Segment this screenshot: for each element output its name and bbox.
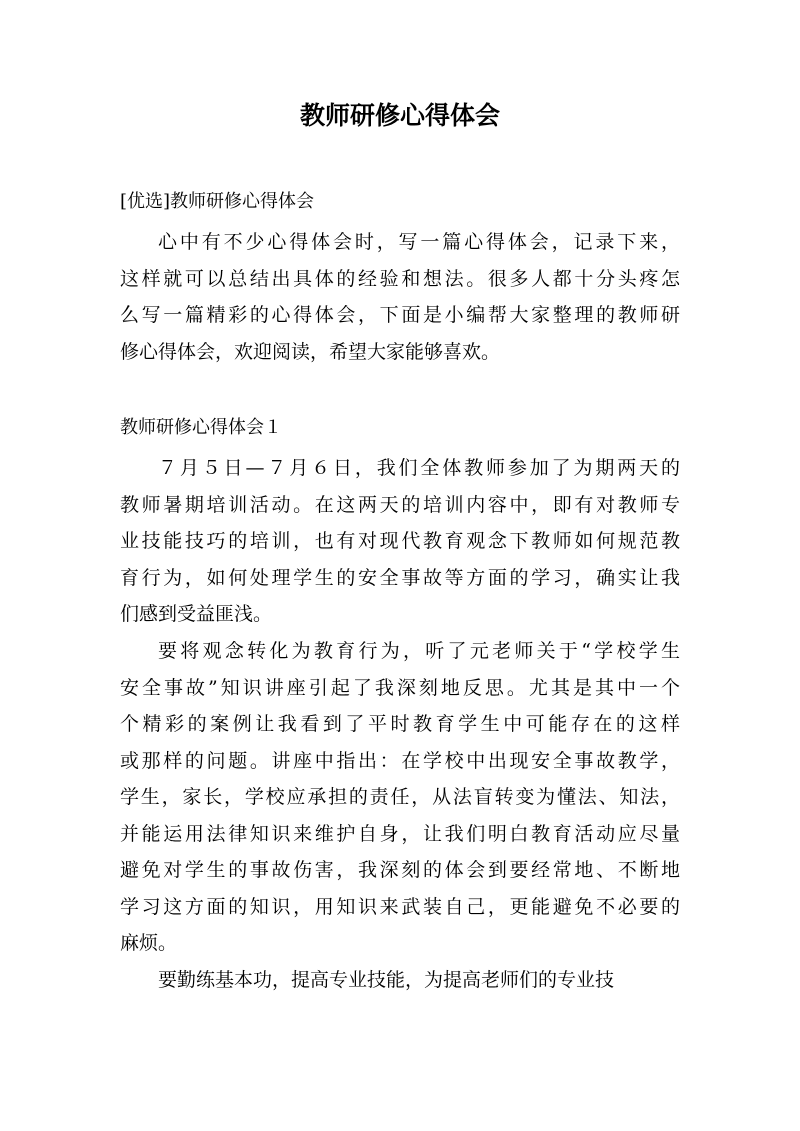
- paragraph-line: 学生，家长，学校应承担的责任，从法盲转变为懂法、知法，: [120, 786, 680, 808]
- intro-line: 修心得体会，欢迎阅读，希望大家能够喜欢。: [120, 340, 501, 363]
- paragraph-line: 学习这方面的知识，用知识来武装自己，更能避免不必要的: [120, 895, 680, 918]
- paragraph-line: 要将观念转化为教育行为，听了元老师关于“学校学生: [158, 640, 680, 662]
- intro-line: 么写一篇精彩的心得体会，下面是小编帮大家整理的教师研: [120, 304, 680, 326]
- paragraph-line: 安全事故”知识讲座引起了我深刻地反思。尤其是其中一个: [120, 676, 680, 699]
- paragraph-line: 教师暑期培训活动。在这两天的培训内容中，即有对教师专: [120, 493, 680, 516]
- paragraph-2: [120, 633, 680, 962]
- paragraph-line: 麻烦。: [120, 932, 178, 954]
- paragraph-line: 要勤练基本功，提高专业技能，为提高老师们的专业技: [158, 969, 615, 991]
- paragraph-line: 育行为，如何处理学生的安全事故等方面的学习，确实让我: [120, 566, 680, 589]
- paragraph-line: 业技能技巧的培训，也有对现代教育观念下教师如何规范教: [120, 530, 680, 552]
- section-heading: 教师研修心得体会１: [120, 417, 282, 438]
- intro-heading: [优选]教师研修心得体会: [120, 191, 315, 212]
- paragraph-line: 或那样的问题。讲座中指出：在学校中出现安全事故教学，: [120, 749, 680, 772]
- intro-line: 这样就可以总结出具体的经验和想法。很多人都十分头疼怎: [120, 267, 680, 290]
- paragraph-line: 避免对学生的事故伤害，我深刻的体会到要经常地、不断地: [120, 859, 680, 881]
- paragraph-line: 并能运用法律知识来维护自身，让我们明白教育活动应尽量: [120, 822, 680, 845]
- paragraph-line: ７月５日—７月６日，我们全体教师参加了为期两天的: [158, 457, 680, 479]
- intro-paragraph: [120, 224, 680, 370]
- paragraph-line: 个精彩的案例让我看到了平时教育学生中可能存在的这样: [120, 713, 680, 735]
- paragraph-line: 们感到受益匪浅。: [120, 603, 273, 625]
- paragraph-1: [120, 450, 680, 633]
- intro-line: 心中有不少心得体会时，写一篇心得体会，记录下来，: [158, 231, 680, 253]
- paragraph-3: [120, 962, 680, 999]
- document-title: 教师研修心得体会: [299, 101, 500, 130]
